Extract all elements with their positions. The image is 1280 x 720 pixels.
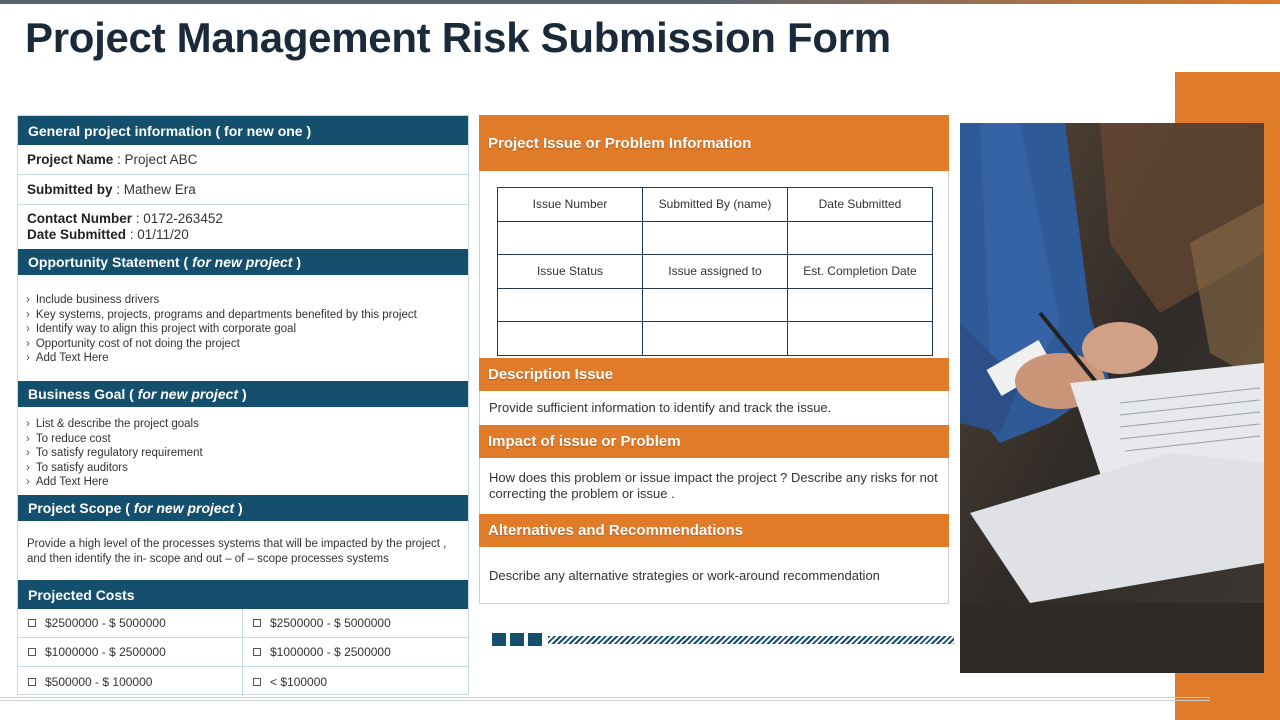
opportunity-header-label: Opportunity Statement (	[28, 254, 189, 270]
top-accent-strip	[0, 0, 1280, 4]
table-header-cell: Issue Number	[498, 188, 643, 222]
submitted-by-value: : Mathew Era	[112, 182, 196, 197]
issue-table	[497, 187, 933, 356]
checkbox-icon[interactable]	[28, 648, 36, 656]
submitted-by-label: Submitted by	[27, 182, 113, 197]
square-icon	[510, 633, 524, 646]
cost-row	[18, 638, 468, 667]
table-row	[498, 221, 933, 255]
cost-row	[18, 667, 468, 696]
impact-header	[479, 425, 949, 458]
project-scope-text: Provide a high level of the processes systems that will be impacted by the project , and then identify the in- scope and out – of – scope processes systems	[27, 538, 447, 565]
issue-info-header-label: Project Issue or Problem Information	[488, 134, 752, 152]
opportunity-header-italic: for new project	[188, 254, 297, 270]
list-item: › Identify way to align this project with corporate goal	[26, 322, 459, 337]
square-icon	[492, 633, 506, 646]
date-submitted-line	[27, 227, 189, 243]
checkbox-icon[interactable]	[253, 648, 261, 656]
cost-option[interactable]	[18, 609, 243, 637]
table-row	[498, 322, 933, 356]
cost-row	[18, 609, 468, 638]
table-row	[498, 288, 933, 322]
alternatives-header-label: Alternatives and Recommendations	[488, 522, 744, 539]
contact-number-label: Contact Number	[27, 211, 133, 226]
checkbox-icon[interactable]	[28, 678, 36, 686]
impact-header-label: Impact of issue or Problem	[488, 433, 681, 450]
cost-option[interactable]	[18, 667, 243, 696]
business-goal-list	[18, 417, 468, 490]
impact-text: How does this problem or issue impact the project ? Describe any risks for not correcting the problem or issue .	[489, 470, 938, 501]
table-row	[498, 188, 933, 222]
table-header-cell: Est. Completion Date	[788, 255, 933, 289]
business-goal-header-label: Business Goal (	[28, 386, 134, 402]
list-item: › Add Text Here	[26, 351, 459, 366]
alternatives-text: Describe any alternative strategies or work-around recommendation	[489, 568, 880, 583]
date-submitted-value: : 01/11/20	[126, 227, 189, 242]
bottom-divider	[0, 697, 1210, 701]
table-input-cell[interactable]	[498, 288, 643, 322]
table-input-cell[interactable]	[643, 288, 788, 322]
projected-costs-grid	[18, 609, 468, 696]
photo-illustration	[960, 123, 1264, 673]
project-scope-header-label: Project Scope (	[28, 500, 130, 516]
list-item: › To satisfy auditors	[26, 461, 459, 476]
cost-option[interactable]	[243, 667, 468, 696]
cost-option-label: < $100000	[270, 674, 328, 689]
cost-option-label: $2500000 - $ 5000000	[270, 616, 391, 630]
date-submitted-label: Date Submitted	[27, 227, 127, 242]
submitted-by-row	[18, 175, 468, 205]
cost-option-label: $2500000 - $ 5000000	[45, 616, 166, 630]
cost-option-label: $1000000 - $ 2500000	[45, 645, 166, 659]
list-item: › Add Text Here	[26, 475, 459, 490]
table-header-cell: Issue assigned to	[643, 255, 788, 289]
business-goal-header	[18, 381, 468, 407]
project-name-label: Project Name	[27, 152, 114, 167]
business-goal-header-end: )	[241, 386, 247, 402]
description-issue-text: Provide sufficient information to identify and track the issue.	[489, 400, 832, 415]
list-item: › Include business drivers	[26, 293, 459, 308]
table-header-cell: Issue Status	[498, 255, 643, 289]
project-info-panel	[17, 115, 469, 695]
list-item: › To reduce cost	[26, 432, 459, 447]
square-icon	[528, 633, 542, 646]
project-name-value: : Project ABC	[113, 152, 198, 167]
issue-info-panel	[479, 115, 949, 604]
table-input-cell[interactable]	[643, 322, 788, 356]
table-input-cell[interactable]	[498, 221, 643, 255]
checkbox-icon[interactable]	[253, 619, 261, 627]
business-goal-header-italic: for new project	[133, 386, 242, 402]
project-scope-header-end: )	[238, 500, 243, 516]
cost-option[interactable]	[243, 638, 468, 666]
project-scope-header	[18, 495, 468, 521]
photo-signing-document	[960, 123, 1264, 673]
cost-option-label: $500000 - $ 100000	[45, 674, 153, 689]
table-input-cell[interactable]	[788, 221, 933, 255]
table-header-cell: Submitted By (name)	[643, 188, 788, 222]
general-info-header	[18, 116, 468, 145]
page-title: Project Management Risk Submission Form	[25, 14, 891, 61]
contact-number-line	[27, 211, 223, 227]
projected-costs-header	[18, 580, 468, 609]
projected-costs-header-label: Projected Costs	[28, 586, 135, 603]
list-item: › List & describe the project goals	[26, 417, 459, 432]
opportunity-header	[18, 249, 468, 275]
project-name-row	[18, 145, 468, 175]
list-item: › To satisfy regulatory requirement	[26, 446, 459, 461]
table-input-cell[interactable]	[643, 221, 788, 255]
contact-number-value: : 0172-263452	[132, 211, 223, 226]
table-header-cell: Date Submitted	[788, 188, 933, 222]
table-input-cell[interactable]	[498, 322, 643, 356]
description-issue-header	[479, 358, 949, 391]
decorative-squares	[492, 633, 542, 646]
decorative-hatch-bar	[548, 636, 954, 644]
contact-date-row	[18, 205, 468, 249]
description-issue-header-label: Description Issue	[488, 366, 614, 383]
project-scope-header-italic: for new project	[129, 500, 239, 516]
general-info-header-label: General project information ( for new one )	[28, 122, 312, 139]
checkbox-icon[interactable]	[253, 678, 261, 686]
alternatives-header	[479, 514, 949, 547]
cost-option[interactable]	[243, 609, 468, 637]
checkbox-icon[interactable]	[28, 619, 36, 627]
opportunity-header-end: )	[296, 254, 302, 270]
table-row	[498, 255, 933, 289]
table-input-cell[interactable]	[788, 288, 933, 322]
issue-info-header	[479, 115, 949, 171]
list-item: › Opportunity cost of not doing the project	[26, 337, 459, 352]
list-item: › Key systems, projects, programs and departments benefited by this project	[26, 308, 459, 323]
opportunity-list	[18, 293, 468, 366]
cost-option-label: $1000000 - $ 2500000	[270, 645, 391, 659]
cost-option[interactable]	[18, 638, 243, 666]
table-input-cell[interactable]	[788, 322, 933, 356]
